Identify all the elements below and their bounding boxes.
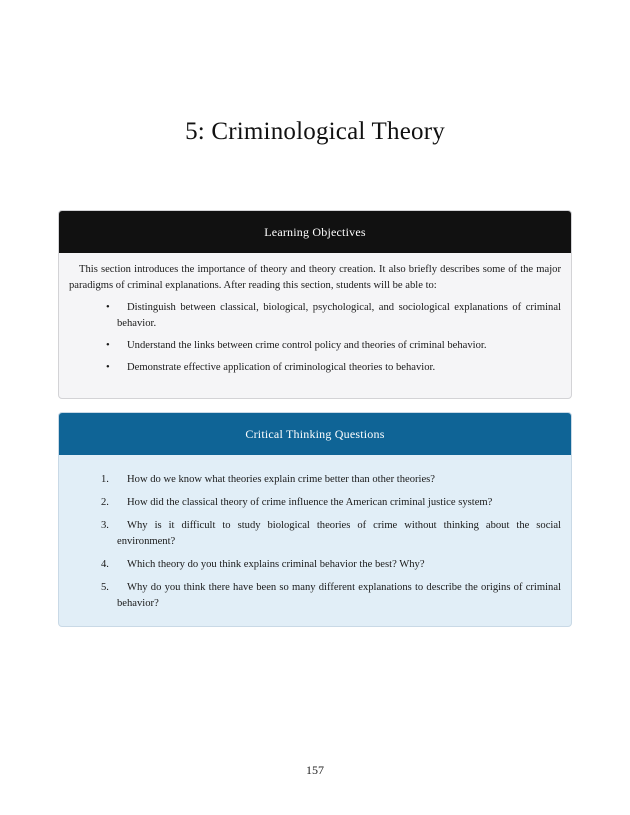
list-item-text: Why is it difficult to study biological theories of crime without thinking about the social environment? [117, 520, 561, 547]
list-item [69, 360, 561, 376]
bullet-marker: • [106, 302, 110, 313]
list-number: 2. [101, 497, 109, 508]
learning-objectives-heading: Learning Objectives [59, 211, 571, 253]
list-number: 5. [101, 582, 109, 593]
list-item [69, 300, 561, 332]
list-number: 4. [101, 559, 109, 570]
critical-thinking-box [58, 412, 572, 627]
list-item-text: Why do you think there have been so many different explanations to describe the origins of criminal behavior? [117, 582, 561, 609]
list-item [69, 518, 561, 550]
bullet-marker: • [106, 340, 110, 351]
list-item [69, 338, 561, 354]
list-item-text: Understand the links between crime control policy and theories of criminal behavior. [127, 340, 487, 351]
list-item [69, 580, 561, 612]
chapter-title: 5: Criminological Theory [185, 118, 445, 145]
list-number: 3. [101, 520, 109, 531]
list-item [69, 557, 561, 573]
list-item-text: Demonstrate effective application of criminological theories to behavior. [127, 362, 436, 373]
bullet-marker: • [106, 362, 110, 373]
list-number: 1. [101, 474, 109, 485]
list-item [69, 472, 561, 488]
list-item-text: How did the classical theory of crime influence the American criminal justice system? [127, 497, 493, 508]
critical-thinking-body [59, 455, 571, 612]
page-number: 157 [306, 763, 324, 777]
learning-objectives-body [59, 253, 571, 376]
critical-thinking-list [69, 472, 561, 612]
list-item [69, 495, 561, 511]
list-item-text: How do we know what theories explain crime better than other theories? [127, 474, 435, 485]
critical-thinking-heading: Critical Thinking Questions [59, 413, 571, 455]
list-item-text: Which theory do you think explains criminal behavior the best? Why? [127, 559, 425, 570]
learning-objectives-intro: This section introduces the importance of theory and theory creation. It also briefly describes some of the major paradigms of criminal explanations. After reading this section, students will be able to: [69, 264, 561, 291]
learning-objectives-list [69, 300, 561, 376]
learning-objectives-box [58, 210, 572, 399]
list-item-text: Distinguish between classical, biological, psychological, and sociological explanations of criminal behavior. [117, 302, 561, 329]
